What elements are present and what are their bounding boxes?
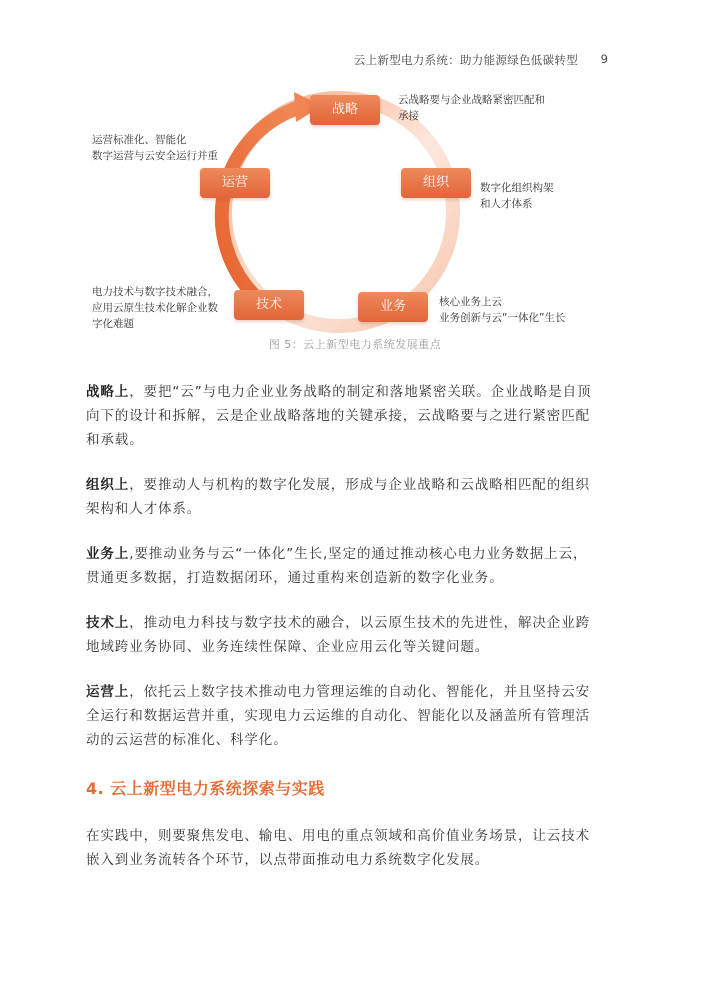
node-operation: 运营 [200, 168, 270, 198]
node-technology: 技术 [234, 290, 304, 320]
paragraph-lead: 技术上 [86, 615, 130, 631]
progress-arc [222, 106, 304, 310]
paragraph-lead: 组织上 [86, 477, 130, 493]
page-header [0, 50, 710, 70]
paragraph-technology [86, 611, 596, 659]
annotation-technology: 电力技术与数字技术融合， 应用云原生技术化解企业数 字化难题 [92, 286, 218, 330]
figure-caption: 图 5：云上新型电力系统发展重点 [268, 338, 442, 351]
header-title: 云上新型电力系统：助力能源绿色低碳转型 [353, 53, 578, 67]
section-body: 在实践中，则要聚焦发电、输电、用电的重点领域和高价值业务场景，让云技术嵌入到业务流转各个环节，以点带面推动电力系统数字化发展。 [86, 828, 590, 868]
section-heading: 4. 云上新型电力系统探索与实践 [86, 779, 325, 798]
paragraph-organization [86, 473, 596, 521]
paragraph-lead: 运营上 [86, 684, 130, 700]
node-organization: 组织 [401, 168, 471, 198]
paragraph-lead: 战略上 [86, 384, 130, 400]
annotation-organization: 数字化组织构架 和人才体系 [480, 182, 554, 210]
paragraph-text: ，依托云上数字技术推动电力管理运维的自动化、智能化，并且坚持云安全运行和数据运营并重，实现电力云运维的自动化、智能化以及涵盖所有管理活动的云运营的标准化、科学化。 [86, 684, 591, 748]
paragraph-lead: 业务上 [86, 546, 130, 562]
paragraph-strategy [86, 380, 596, 452]
annotation-operation: 运营标准化、智能化 数字运营与云安全运行并重 [92, 134, 218, 162]
development-focus-figure [82, 82, 590, 358]
paragraph-text: ,要推动业务与云“一体化”生长,坚定的通过推动核心电力业务数据上云，贯通更多数据，打造数据闭环，通过重构来创造新的数字化业务。 [86, 546, 588, 586]
node-strategy: 战略 [310, 95, 380, 125]
page-number: 9 [600, 52, 608, 66]
paragraph-text: ，推动电力科技与数字技术的融合，以云原生技术的先进性，解决企业跨地域跨业务协同、业务连续性保障、企业应用云化等关键问题。 [86, 615, 591, 655]
paragraph-text: ，要把“云”与电力企业业务战略的制定和落地紧密关联。企业战略是自顶向下的设计和拆解，云是企业战略落地的关键承接，云战略要与之进行紧密匹配和承载。 [86, 384, 592, 448]
paragraph-operation [86, 680, 596, 752]
paragraph-business [86, 542, 596, 590]
annotation-business: 核心业务上云 业务创新与云“一体化”生长 [439, 296, 566, 324]
node-business: 业务 [358, 292, 428, 322]
annotation-strategy: 云战略要与企业战略紧密匹配和 承接 [398, 94, 545, 122]
paragraph-text: ，要推动人与机构的数字化发展，形成与企业战略和云战略相匹配的组织架构和人才体系。 [86, 477, 591, 517]
